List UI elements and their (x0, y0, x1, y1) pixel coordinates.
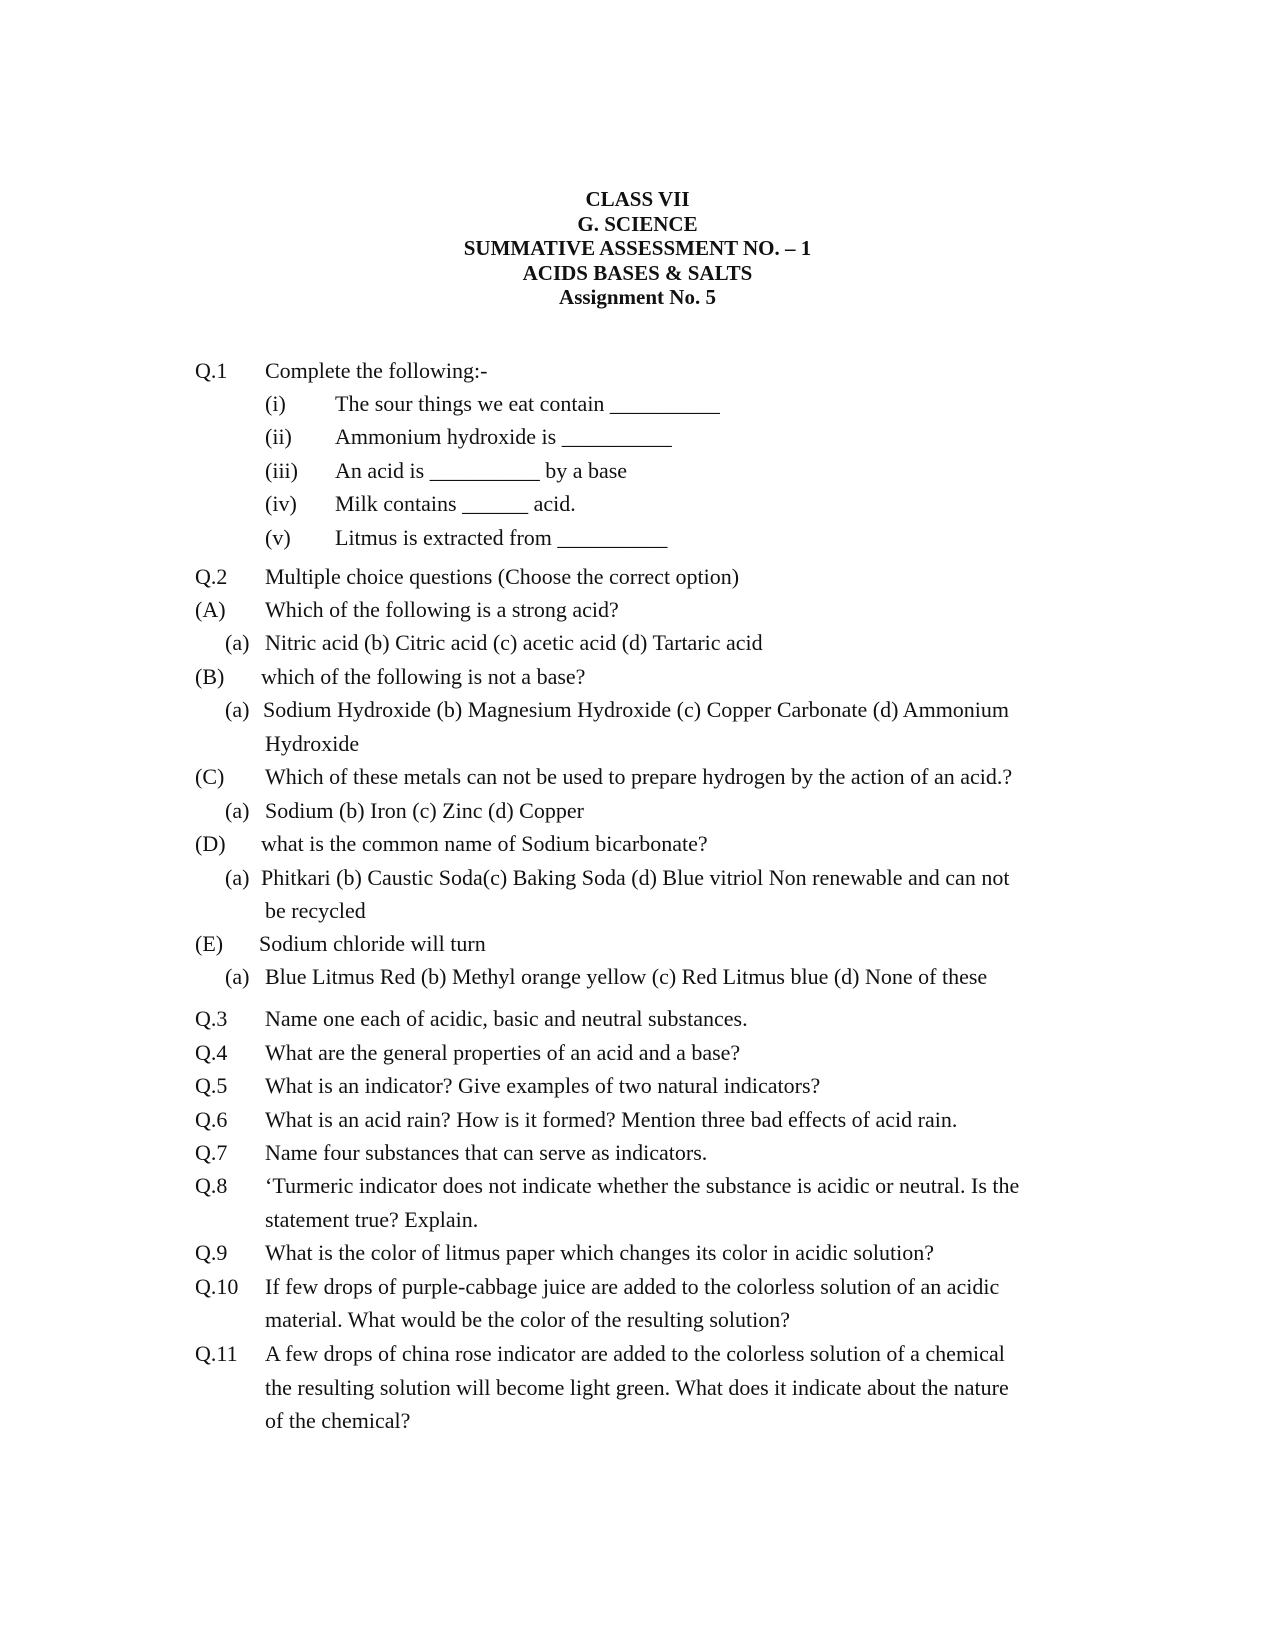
item-text: The sour things we eat contain __________ (335, 391, 720, 416)
option-text: Phitkari (b) Caustic Soda(c) Baking Soda (d) Blue vitriol Non renewable and can not (261, 865, 1010, 890)
item-number: (i) (265, 391, 286, 416)
part-question: Sodium chloride will turn (259, 931, 486, 956)
question-text: What are the general properties of an acid and a base? (265, 1040, 741, 1065)
question-text: ‘Turmeric indicator does not indicate whether the substance is acidic or neutral. Is the (265, 1173, 1020, 1198)
question-text: of the chemical? (265, 1408, 411, 1433)
part-label: (B) (195, 664, 225, 689)
question-number: Q.6 (195, 1107, 228, 1132)
question-number: Q.2 (195, 564, 228, 589)
item-number: (ii) (265, 424, 292, 449)
class-title: CLASS VII (585, 187, 690, 211)
part-question: which of the following is not a base? (261, 664, 586, 689)
option-text: Sodium (b) Iron (c) Zinc (d) Copper (265, 798, 584, 823)
question-text: Multiple choice questions (Choose the correct option) (265, 564, 740, 589)
question-text: Name one each of acidic, basic and neutral substances. (265, 1006, 748, 1031)
question-text: What is the color of litmus paper which changes its color in acidic solution? (265, 1240, 934, 1265)
item-number: (iii) (265, 458, 298, 483)
part-label: (E) (195, 931, 224, 956)
question-text: What is an indicator? Give examples of two natural indicators? (265, 1073, 821, 1098)
item-text: An acid is __________ by a base (335, 458, 628, 483)
question-text: A few drops of china rose indicator are added to the colorless solution of a chemical (265, 1341, 1005, 1366)
question-text: material. What would be the color of the resulting solution? (265, 1307, 791, 1332)
topic-title: ACIDS BASES & SALTS (522, 260, 753, 285)
question-text: Complete the following:- (265, 358, 488, 383)
part-question: what is the common name of Sodium bicarbonate? (261, 831, 708, 856)
part-label: (D) (195, 831, 226, 856)
option-text: be recycled (265, 898, 366, 923)
question-number: Q.3 (195, 1006, 228, 1031)
option-label: (a) (225, 865, 250, 890)
document-header (0, 187, 1275, 310)
item-number: (v) (265, 525, 291, 550)
option-text: Sodium Hydroxide (b) Magnesium Hydroxide (c) Copper Carbonate (d) Ammonium (263, 697, 1010, 722)
question-number: Q.9 (195, 1240, 228, 1265)
question-number: Q.4 (195, 1040, 228, 1065)
question-number: Q.11 (195, 1341, 238, 1366)
question-number: Q.10 (195, 1274, 239, 1299)
part-question: Which of these metals can not be used to prepare hydrogen by the action of an acid.? (265, 764, 1013, 789)
option-label: (a) (225, 964, 250, 989)
part-question: Which of the following is a strong acid? (265, 597, 619, 622)
subject-title: G. SCIENCE (577, 211, 698, 236)
question-text: What is an acid rain? How is it formed? Mention three bad effects of acid rain. (265, 1107, 958, 1132)
question-number: Q.1 (195, 358, 228, 383)
part-label: (C) (195, 764, 225, 789)
question-text: Name four substances that can serve as indicators. (265, 1140, 708, 1165)
option-label: (a) (225, 798, 250, 823)
assessment-title: SUMMATIVE ASSESSMENT NO. – 1 (463, 236, 812, 260)
question-number: Q.8 (195, 1173, 228, 1198)
option-label: (a) (225, 697, 250, 722)
question-text: If few drops of purple-cabbage juice are added to the colorless solution of an acidic (265, 1274, 1000, 1299)
question-text: the resulting solution will become light green. What does it indicate about the nature (265, 1375, 1009, 1400)
option-label: (a) (225, 630, 250, 655)
item-text: Ammonium hydroxide is __________ (335, 424, 672, 449)
option-text: Nitric acid (b) Citric acid (c) acetic acid (d) Tartaric acid (265, 630, 763, 655)
question-number: Q.7 (195, 1140, 228, 1165)
item-text: Milk contains ______ acid. (335, 491, 576, 516)
assignment-title: Assignment No. 5 (559, 285, 716, 309)
item-text: Litmus is extracted from __________ (335, 525, 668, 550)
question-number: Q.5 (195, 1073, 228, 1098)
question-text: statement true? Explain. (265, 1207, 479, 1232)
item-number: (iv) (265, 491, 297, 516)
part-label: (A) (195, 597, 226, 622)
option-text: Blue Litmus Red (b) Methyl orange yellow (c) Red Litmus blue (d) None of these (265, 964, 988, 989)
option-text: Hydroxide (265, 731, 360, 756)
